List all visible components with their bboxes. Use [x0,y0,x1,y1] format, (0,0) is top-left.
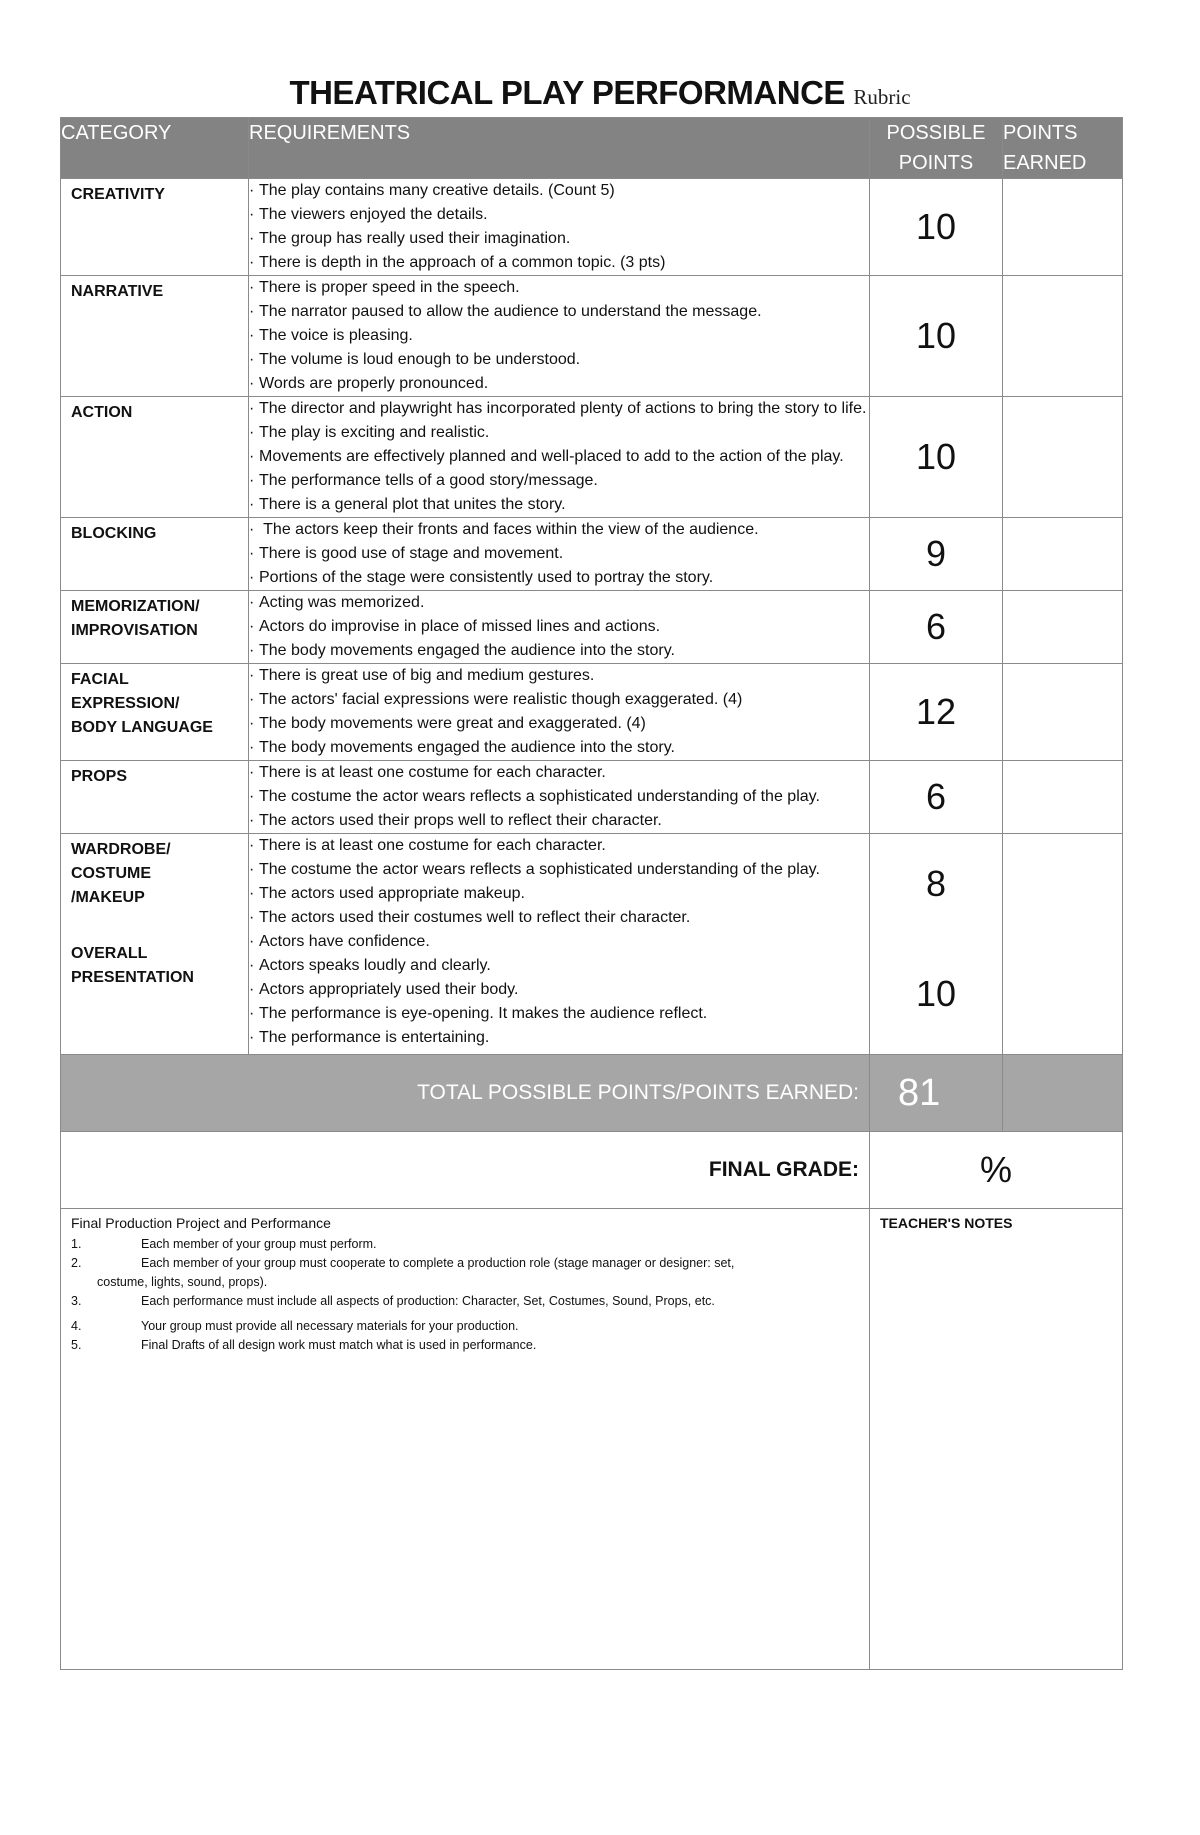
requirement-item: · The actors used their props well to reflect their character. [249,809,869,833]
rubric-table [60,117,1123,1670]
rubric-row [61,276,1123,397]
points-earned-cell[interactable] [1003,397,1123,518]
category-line: BLOCKING [71,525,157,542]
project-items [61,1235,869,1355]
category-label [61,518,248,546]
requirements-cell [249,276,870,397]
total-points-cell [870,1055,1003,1132]
requirement-item: · The play is exciting and realistic. [249,421,869,445]
combined-category-cell [61,834,249,1055]
project-item-text: Your group must provide all necessary materials for your production. [141,1319,519,1333]
requirement-item: · The actors used appropriate makeup. [249,882,869,906]
category-line: PRESENTATION [71,969,194,986]
project-item-number: 4. [71,1319,82,1333]
requirement-item: · The costume the actor wears reflects a sophisticated understanding of the play. [249,785,869,809]
requirement-item: · There is proper speed in the speech. [249,276,869,300]
project-item-text: Each member of your group must perform. [141,1237,377,1251]
category-label [61,397,248,425]
wardrobe-points: 8 [925,863,947,904]
category-line: MEMORIZATION/ [71,598,200,615]
requirement-item: · There is a general plot that unites the story. [249,493,869,517]
combined-requirements-cell [249,834,870,1055]
requirement-item: · The volume is loud enough to be understood. [249,348,869,372]
project-item [61,1292,869,1311]
header-row [61,118,1123,179]
requirement-item: · Actors appropriately used their body. [249,978,869,1002]
requirement-item: · The actors used their costumes well to reflect their character. [249,906,869,930]
points-earned-cell[interactable] [1003,664,1123,761]
requirement-item: · The actors keep their fronts and faces within the view of the audience. [249,518,869,542]
category-line: IMPROVISATION [71,622,198,639]
requirements-cell [249,664,870,761]
requirement-item: · The performance tells of a good story/message. [249,469,869,493]
header-points-earned [1003,118,1123,179]
requirement-item: · There is great use of big and medium gestures. [249,664,869,688]
teacher-notes-cell[interactable] [870,1209,1123,1670]
project-item-continuation: costume, lights, sound, props). [97,1275,268,1289]
category-cell [61,276,249,397]
requirement-item: · The group has really used their imagination. [249,227,869,251]
possible-points: 10 [870,276,1003,397]
category-label [61,664,248,740]
project-item-number: 1. [71,1237,82,1251]
title-main: THEATRICAL PLAY PERFORMANCE [289,74,845,111]
final-grade-value: % [979,1149,1012,1190]
total-value-cell [1003,1055,1123,1132]
category-line: WARDROBE/ [71,841,171,858]
total-value: 81 [898,1071,941,1114]
project-cell [61,1209,870,1670]
possible-points: 6 [870,591,1003,664]
requirement-item: · There is good use of stage and movement. [249,542,869,566]
project-item-text: Final Drafts of all design work must match what is used in performance. [141,1338,537,1352]
category-line: OVERALL [71,945,148,962]
requirement-item: · The director and playwright has incorporated plenty of actions to bring the story to life. [249,397,869,421]
category-line: NARRATIVE [71,283,164,300]
requirement-item: · The body movements engaged the audience into the story. [249,736,869,760]
requirements-cell [249,397,870,518]
rubric-body [61,179,1123,1670]
category-line: EXPRESSION/ [71,695,180,712]
requirements-cell [249,518,870,591]
requirement-item: · The viewers enjoyed the details. [249,203,869,227]
requirement-item: · Actors speaks loudly and clearly. [249,954,869,978]
category-label [61,276,248,304]
possible-points: 10 [870,179,1003,276]
category-cell [61,518,249,591]
project-item-number: 3. [71,1294,82,1308]
requirements-cell [249,179,870,276]
final-grade-label-cell [61,1132,870,1209]
requirement-item: · Actors do improvise in place of missed lines and actions. [249,615,869,639]
header-possible-line2: POINTS [898,152,974,174]
category-line: BODY LANGUAGE [71,719,213,736]
possible-points: 9 [870,518,1003,591]
header-possible-line1: POSSIBLE [886,122,986,144]
final-grade-label: FINAL GRADE: [708,1158,859,1181]
project-item-number: 2. [71,1256,82,1270]
wardrobe-category [61,834,248,938]
rubric-row [61,591,1123,664]
header-earned-line1: POINTS [1003,122,1078,144]
final-grade-row [61,1132,1123,1209]
category-line: /MAKEUP [71,889,145,906]
project-item-text: Each member of your group must cooperate to complete a production role (stage manager or designer: set, [141,1256,735,1270]
combined-earned-cell[interactable] [1003,834,1123,1055]
requirement-item: · Portions of the stage were consistently used to portray the story. [249,566,869,590]
points-earned-cell[interactable] [1003,518,1123,591]
teacher-notes-label: TEACHER'S NOTES [880,1215,1013,1231]
page-title [0,74,1200,112]
category-cell [61,761,249,834]
category-cell [61,179,249,276]
category-line: CREATIVITY [71,186,165,203]
notes-row [61,1209,1123,1670]
project-item [61,1336,869,1355]
possible-points: 10 [870,397,1003,518]
header-category: CATEGORY [61,118,249,179]
requirement-item: · The narrator paused to allow the audience to understand the message. [249,300,869,324]
total-label: TOTAL POSSIBLE POINTS/POINTS EARNED: [417,1081,859,1104]
requirement-item: · The performance is entertaining. [249,1026,869,1050]
category-cell [61,397,249,518]
project-title: Final Production Project and Performance [71,1215,331,1231]
points-earned-cell[interactable] [1003,761,1123,834]
project-item [61,1317,869,1336]
requirement-item: · There is at least one costume for each character. [249,761,869,785]
rubric-row [61,397,1123,518]
title-sub: Rubric [853,85,911,109]
requirement-item: · The actors' facial expressions were realistic though exaggerated. (4) [249,688,869,712]
total-label-cell [61,1055,870,1132]
points-earned-cell[interactable] [1003,591,1123,664]
requirement-item: · Actors have confidence. [249,930,869,954]
wardrobe-requirements [249,834,869,930]
project-item-number: 5. [71,1338,82,1352]
overall-category [61,938,248,990]
requirement-item: · The body movements engaged the audience into the story. [249,639,869,663]
combined-points-cell [870,834,1003,1055]
possible-points: 12 [870,664,1003,761]
overall-requirements [249,930,869,1050]
requirement-item: · Words are properly pronounced. [249,372,869,396]
requirement-item: · Acting was memorized. [249,591,869,615]
category-cell [61,591,249,664]
requirements-cell [249,761,870,834]
requirement-item: · The play contains many creative details. (Count 5) [249,179,869,203]
project-item-text: Each performance must include all aspects of production: Character, Set, Costumes, Sound, Props, etc. [141,1294,715,1308]
rubric-row [61,664,1123,761]
category-line: COSTUME [71,865,151,882]
rubric-row [61,761,1123,834]
project-item [61,1235,869,1254]
header-requirements: REQUIREMENTS [249,118,870,179]
combined-row [61,834,1123,1055]
project-item [61,1254,869,1273]
rubric-row [61,518,1123,591]
category-label [61,591,248,643]
possible-points: 6 [870,761,1003,834]
requirements-cell [249,591,870,664]
requirement-item: · The voice is pleasing. [249,324,869,348]
category-label [61,179,248,207]
overall-points: 10 [915,973,957,1014]
points-earned-cell[interactable] [1003,179,1123,276]
requirement-item: · The body movements were great and exaggerated. (4) [249,712,869,736]
rubric-row [61,179,1123,276]
category-line: ACTION [71,404,133,421]
points-earned-cell[interactable] [1003,276,1123,397]
requirement-item: · There is depth in the approach of a common topic. (3 pts) [249,251,869,275]
category-line: PROPS [71,768,128,785]
requirement-item: · There is at least one costume for each character. [249,834,869,858]
total-row [61,1055,1123,1132]
category-line: FACIAL [71,671,129,688]
requirement-item: · The costume the actor wears reflects a sophisticated understanding of the play. [249,858,869,882]
category-cell [61,664,249,761]
requirement-item: · Movements are effectively planned and well-placed to add to the action of the play. [249,445,869,469]
requirement-item: · The performance is eye-opening. It makes the audience reflect. [249,1002,869,1026]
category-label [61,761,248,789]
header-earned-line2: EARNED [1003,152,1087,174]
header-possible-points [870,118,1003,179]
final-grade-value-cell[interactable] [870,1132,1123,1209]
